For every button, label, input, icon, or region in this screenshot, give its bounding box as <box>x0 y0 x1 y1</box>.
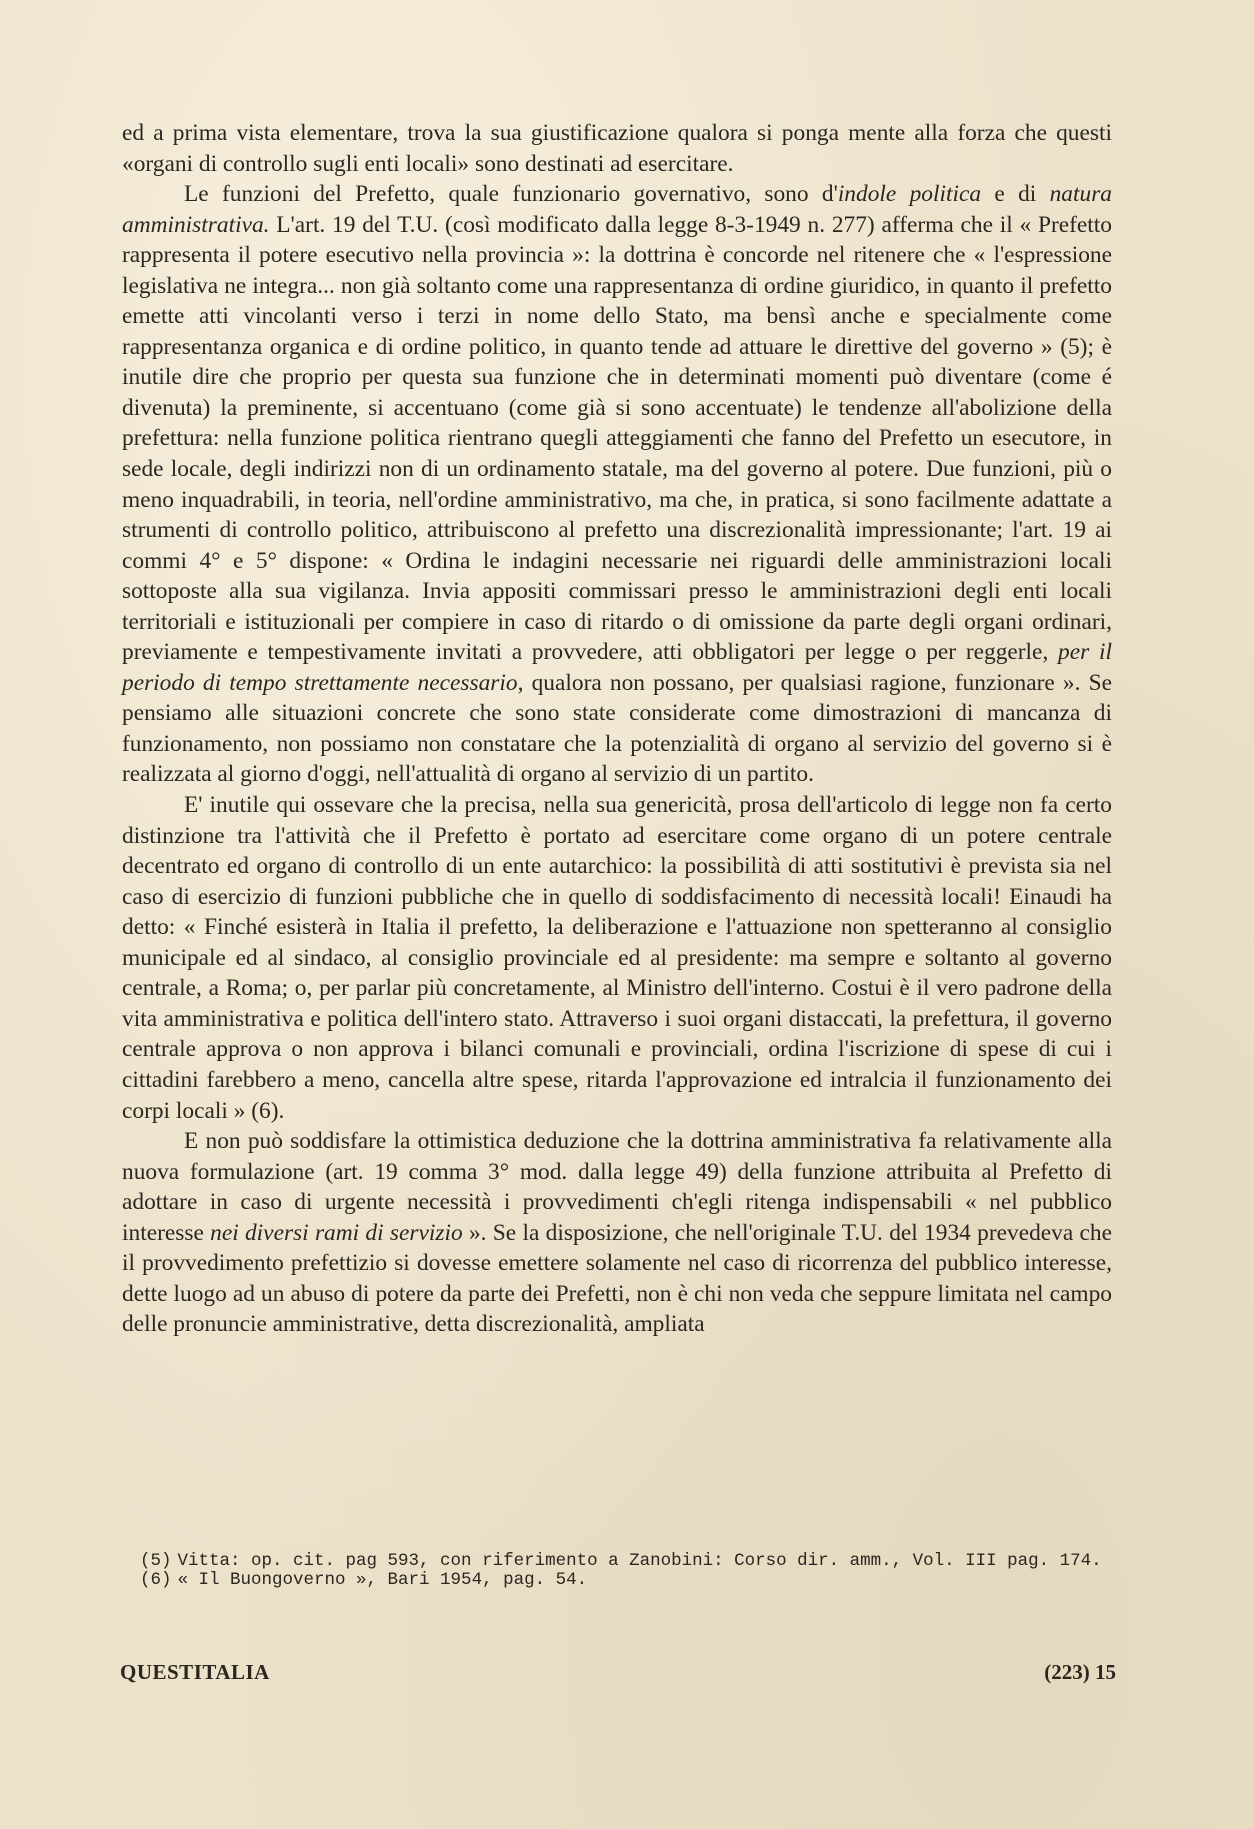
article-body <box>122 118 1112 1340</box>
footnote-5-text: Vitta: op. cit. pag 593, con riferimento a Zanobini: Corso dir. amm., Vol. III pag. 174. <box>177 1551 1102 1571</box>
paragraph-2 <box>122 179 1112 790</box>
paragraph-2-text-a: Le funzioni del Prefetto, quale funzionario governativo, sono d' <box>184 181 838 208</box>
footnote-5 <box>140 1552 1112 1571</box>
paragraph-1-text: ed a prima vista elementare, trova la sua giustificazione qualora si ponga mente alla forza che questi «organi di controllo sugli enti locali» sono destinati ad esercitare. <box>122 120 1112 177</box>
paragraph-2-text-g: , qualora non possano, per qualsiasi ragione, funzionare ». Se pensiamo alle situazioni concrete che sono state considerate come dimostrazioni di mancanza di funzionamento, non possiamo non constatare che la potenzialità di organo al servizio del governo si è realizzata al giorno d'oggi, nell'attualità di organo al servizio di un partito. <box>122 669 1113 788</box>
footnote-5-number: (5) <box>140 1551 172 1571</box>
page-number: (223) 15 <box>1044 1660 1116 1684</box>
paragraph-4-text-a: E non può soddisfare la ottimistica deduzione che la dottrina amministrativa fa relativamente alla nuova formulazione (art. 19 comma 3° mod. dalla legge 49) della funzione attribuita al Prefetto di adottare in caso di urgente necessità i provvedimenti ch'egli ritenga indispensabili « nel pubblico interesse <box>122 1128 1112 1246</box>
page-footer <box>120 1660 1116 1688</box>
paragraph-2-text-e: L'art. 19 del T.U. (così modificato dalla legge 8-3-1949 n. 277) afferma che il « Prefetto rappresenta il potere esecutivo nella provincia »: la dottrina è concorde nel ritenere che « l'espressione legislativa ne integra... non già soltanto come una rappresentanza di ordine giuridico, in quanto il prefetto emette atti vincolanti verso i terzi in nome dello Stato, ma bensì anche e specialmente come rappresentanza organica e di ordine politico, in quanto tende ad attuare le direttive del governo » (5); è inutile dire che proprio per questa sua funzione che in determinati momenti può diventare (come é divenuta) la preminente, si accentuano (come già si sono accentuate) le tendenze all'abolizione della prefettura: nella funzione politica rientrano quegli atteggiamenti che fanno del Prefetto un esecutore, in sede locale, degli indirizzi non di un ordinamento statale, ma del governo al potere. Due funzioni, più o meno inquadrabili, in teoria, nell'ordine amministrativo, ma che, in pratica, si sono facilmente adattate a strumenti di controllo politico, attribuiscono al prefetto una discrezionalità impressionante; l'art. 19 ai commi 4° e 5° dispone: « Ordina le indagini necessarie nei riguardi delle amministrazioni locali sottoposte alla sua vigilanza. Invia appositi commissari presso le amministrazioni degli enti locali territoriali e istituzionali per compiere in caso di ritardo o di omissione da parte degli organi ordinari, previamente e tempestivamente invitati a provvedere, atti obbligatori per legge o per reggerle, <box>122 211 1112 666</box>
paragraph-2-italic-indole: indole politica <box>837 181 982 208</box>
footnote-6-text: « Il Buongoverno », Bari 1954, pag. 54. <box>177 1570 588 1590</box>
footnotes <box>140 1552 1112 1590</box>
paragraph-4 <box>122 1126 1112 1340</box>
paragraph-4-text-c: ». Se la disposizione, che nell'originale T.U. del 1934 prevedeva che il provvedimento prefettizio si dovesse emettere solamente nel caso di ricorrenza del pubblico interesse, dette luogo ad un abuso di potere da parte dei Prefetti, non è chi non veda che seppure limitata nel campo delle pronuncie amministrative, detta discrezionalità, ampliata <box>122 1219 1112 1338</box>
footnote-6 <box>140 1571 1112 1590</box>
paragraph-3-text: E' inutile qui ossevare che la precisa, nella sua genericità, prosa dell'articolo di legge non fa certo distinzione tra l'attività che il Prefetto è portato ad esercitare come organo di un potere centrale decentrato ed organo di controllo di un ente autarchico: la possibilità di atti sostitutivi è prevista sia nel caso di esercizio di funzioni pubbliche che in quello di soddisfacimento di necessità locali! Einaudi ha detto: « Finché esisterà in Italia il prefetto, la deliberazione e l'attuazione non spetteranno al consiglio municipale ed al sindaco, al consiglio provinciale ed al presidente: ma sempre e soltanto al governo centrale, a Roma; o, per parlar più concretamente, al Ministro dell'interno. Costui è il vero padrone della vita amministrativa e politica dell'intero stato. Attraverso i suoi organi distaccati, la prefettura, il governo centrale approva o non approva i bilanci comunali e provinciali, ordina l'iscrizione di spese di cui i cittadini farebbero a meno, cancella altre spese, ritarda l'approvazione ed intralcia il funzionamento dei corpi locali » (6). <box>122 792 1112 1124</box>
paragraph-3 <box>122 790 1112 1126</box>
paragraph-1 <box>122 118 1112 179</box>
paragraph-2-text-c: e di <box>981 181 1050 208</box>
paragraph-2-italic-natura: natura amministrativa. <box>122 181 1112 238</box>
paragraph-4-italic-rami: nei diversi rami di servizio <box>210 1219 463 1246</box>
paragraph-2-italic-periodo: per il periodo di tempo strettamente necessario <box>122 639 1112 696</box>
footnote-6-number: (6) <box>140 1570 172 1590</box>
publication-name: QUESTITALIA <box>120 1660 270 1684</box>
